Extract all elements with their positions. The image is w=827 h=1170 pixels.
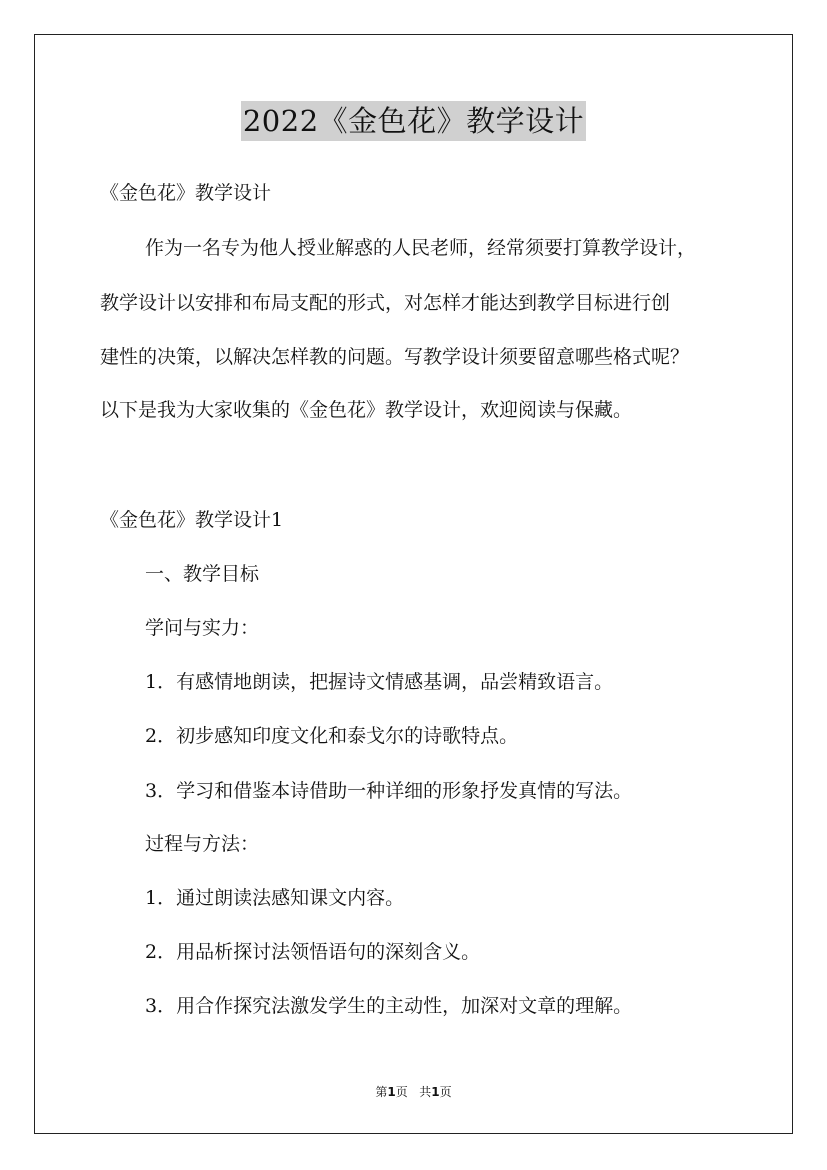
title-wrap	[0, 101, 827, 141]
intro-line-1: 作为一名专为他人授业解惑的人民老师，经常须要打算教学设计，	[145, 237, 697, 259]
process-heading: 过程与方法：	[145, 833, 260, 855]
intro-line-3: 建性的决策，以解决怎样教的问题。写教学设计须要留意哪些格式呢？	[100, 346, 690, 368]
knowledge-item-3: 3．学习和借鉴本诗借助一种详细的形象抒发真情的写法。	[145, 780, 633, 802]
document-title: 2022《金色花》教学设计	[241, 101, 586, 141]
intro-line-2: 教学设计以安排和布局支配的形式，对怎样才能达到教学目标进行创	[100, 292, 671, 314]
knowledge-item-1: 1．有感情地朗读，把握诗文情感基调，品尝精致语言。	[145, 671, 614, 693]
knowledge-heading: 学问与实力：	[145, 617, 260, 639]
page-footer	[0, 1084, 827, 1100]
footer-page-unit: 页	[395, 1085, 408, 1099]
footer-total-prefix: 共	[419, 1085, 432, 1099]
knowledge-item-2: 2．初步感知印度文化和泰戈尔的诗歌特点。	[145, 725, 519, 747]
objectives-heading: 一、教学目标	[145, 563, 260, 585]
process-item-3: 3．用合作探究法激发学生的主动性，加深对文章的理解。	[145, 995, 633, 1017]
section-heading: 《金色花》教学设计1	[100, 509, 284, 531]
document-subtitle: 《金色花》教学设计	[100, 182, 272, 204]
process-item-1: 1．通过朗读法感知课文内容。	[145, 887, 405, 909]
footer-total-unit: 页	[439, 1085, 452, 1099]
footer-prefix: 第	[375, 1085, 388, 1099]
footer-page-number: 1	[387, 1085, 396, 1099]
intro-line-4: 以下是我为大家收集的《金色花》教学设计，欢迎阅读与保藏。	[100, 399, 633, 421]
process-item-2: 2．用品析探讨法领悟语句的深刻含义。	[145, 941, 481, 963]
footer-total-pages: 1	[431, 1085, 440, 1099]
